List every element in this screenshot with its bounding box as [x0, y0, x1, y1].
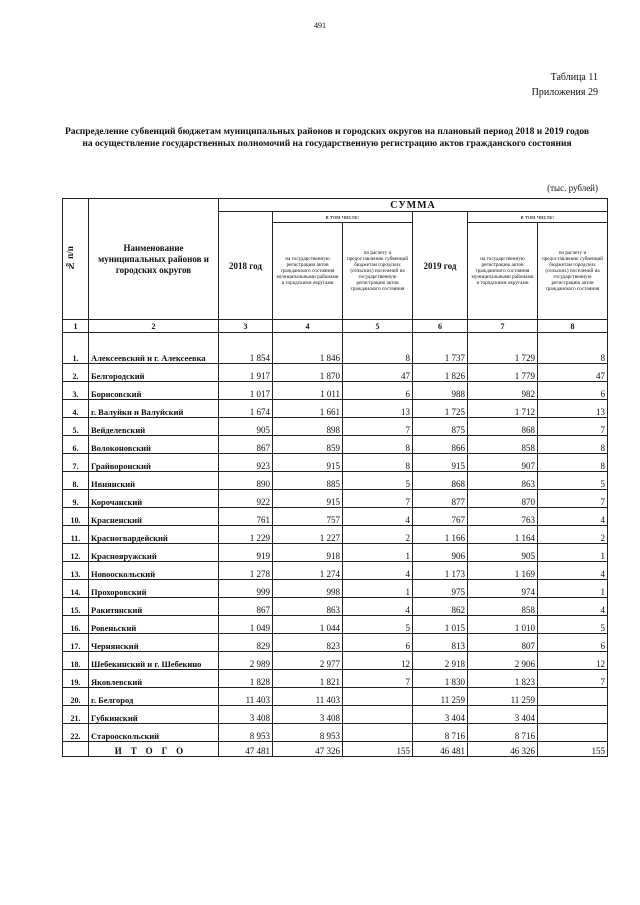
sum-2018: 922 — [219, 490, 273, 508]
calculation-2019: 7 — [538, 670, 608, 688]
subvention-table — [62, 198, 608, 757]
table-row — [63, 598, 608, 616]
sum-2019: 988 — [413, 382, 468, 400]
registration-2019: 907 — [468, 454, 538, 472]
calculation-2019: 4 — [538, 562, 608, 580]
registration-2018: 1 011 — [273, 382, 343, 400]
registration-2019: 807 — [468, 634, 538, 652]
sum-2018: 867 — [219, 436, 273, 454]
table-row — [63, 526, 608, 544]
row-number: 5. — [63, 418, 89, 436]
registration-2019: 1 729 — [468, 333, 538, 364]
table-row — [63, 472, 608, 490]
calculation-2018: 1 — [343, 544, 413, 562]
sum-2019: 1 830 — [413, 670, 468, 688]
sum-2018: 1 917 — [219, 364, 273, 382]
calculation-2019: 12 — [538, 652, 608, 670]
registration-2019: 763 — [468, 508, 538, 526]
sum-2019: 906 — [413, 544, 468, 562]
row-number: 18. — [63, 652, 89, 670]
calculation-2018: 4 — [343, 508, 413, 526]
sum-2018: 1 854 — [219, 333, 273, 364]
total-2019: 46 481 — [413, 742, 468, 757]
total-calculation-2018: 155 — [343, 742, 413, 757]
header-registration-2019: на государственную регистрацию актов гражданского состояния муниципальными районами и городскими округами — [468, 223, 538, 320]
row-number: 10. — [63, 508, 89, 526]
sum-2019: 877 — [413, 490, 468, 508]
registration-2019: 982 — [468, 382, 538, 400]
table-row — [63, 400, 608, 418]
registration-2019: 2 906 — [468, 652, 538, 670]
row-number: 12. — [63, 544, 89, 562]
sum-2018: 2 989 — [219, 652, 273, 670]
calculation-2019: 5 — [538, 472, 608, 490]
header-including-2019: в том числе: — [468, 212, 608, 223]
header-including-2018: в том числе: — [273, 212, 413, 223]
total-empty-cell — [63, 742, 89, 757]
header-calculation-2018: по расчету и предоставлению субвенций бюджетам городских (сельских) поселений на государственную регистрацию актов гражданского состояния — [343, 223, 413, 320]
table-row — [63, 724, 608, 742]
district-name: Алексеевский и г. Алексеевка — [89, 333, 219, 364]
calculation-2019: 2 — [538, 526, 608, 544]
registration-2018: 8 953 — [273, 724, 343, 742]
registration-2018: 3 408 — [273, 706, 343, 724]
calculation-2018: 2 — [343, 526, 413, 544]
sum-2019: 1 826 — [413, 364, 468, 382]
header-name: Наименование муниципальных районов и городских округов — [89, 199, 219, 320]
sum-2019: 1 015 — [413, 616, 468, 634]
registration-2018: 863 — [273, 598, 343, 616]
row-number: 7. — [63, 454, 89, 472]
registration-2018: 918 — [273, 544, 343, 562]
registration-2019: 11 259 — [468, 688, 538, 706]
calculation-2019: 7 — [538, 490, 608, 508]
column-number-row — [63, 320, 608, 333]
registration-2018: 1 044 — [273, 616, 343, 634]
registration-2019: 1 779 — [468, 364, 538, 382]
table-row — [63, 562, 608, 580]
district-name: Прохоровский — [89, 580, 219, 598]
district-name: Губкинский — [89, 706, 219, 724]
calculation-2018: 5 — [343, 616, 413, 634]
row-number: 9. — [63, 490, 89, 508]
registration-2019: 1 823 — [468, 670, 538, 688]
calculation-2018 — [343, 688, 413, 706]
table-row — [63, 364, 608, 382]
col-number: 8 — [538, 320, 608, 333]
row-number: 17. — [63, 634, 89, 652]
calculation-2019: 7 — [538, 418, 608, 436]
sum-2019: 2 918 — [413, 652, 468, 670]
registration-2019: 870 — [468, 490, 538, 508]
registration-2019: 863 — [468, 472, 538, 490]
row-number: 20. — [63, 688, 89, 706]
registration-2019: 1 712 — [468, 400, 538, 418]
calculation-2019 — [538, 724, 608, 742]
district-name: г. Белгород — [89, 688, 219, 706]
sum-2019: 1 166 — [413, 526, 468, 544]
row-number: 13. — [63, 562, 89, 580]
col-number: 5 — [343, 320, 413, 333]
calculation-2019: 6 — [538, 382, 608, 400]
calculation-2018: 7 — [343, 670, 413, 688]
table-row — [63, 454, 608, 472]
table-row — [63, 616, 608, 634]
header-2019: 2019 год — [413, 212, 468, 320]
table-row — [63, 436, 608, 454]
row-number: 11. — [63, 526, 89, 544]
district-name: Красногвардейский — [89, 526, 219, 544]
calculation-2018: 13 — [343, 400, 413, 418]
table-label: Таблица 11 — [550, 72, 598, 83]
total-label: ИТОГО — [89, 742, 219, 757]
sum-2018: 1 049 — [219, 616, 273, 634]
table-row — [63, 652, 608, 670]
district-name: Чернянский — [89, 634, 219, 652]
calculation-2018: 7 — [343, 490, 413, 508]
calculation-2018: 7 — [343, 418, 413, 436]
row-number: 3. — [63, 382, 89, 400]
sum-2019: 868 — [413, 472, 468, 490]
calculation-2018: 8 — [343, 333, 413, 364]
sum-2018: 8 953 — [219, 724, 273, 742]
row-number: 15. — [63, 598, 89, 616]
total-registration-2019: 46 326 — [468, 742, 538, 757]
calculation-2018: 6 — [343, 634, 413, 652]
sum-2019: 8 716 — [413, 724, 468, 742]
calculation-2019: 6 — [538, 634, 608, 652]
col-number: 6 — [413, 320, 468, 333]
registration-2018: 2 977 — [273, 652, 343, 670]
calculation-2018: 6 — [343, 382, 413, 400]
registration-2018: 1 274 — [273, 562, 343, 580]
table-row — [63, 490, 608, 508]
calculation-2018: 47 — [343, 364, 413, 382]
sum-2019: 975 — [413, 580, 468, 598]
total-registration-2018: 47 326 — [273, 742, 343, 757]
calculation-2019: 13 — [538, 400, 608, 418]
sum-2018: 11 403 — [219, 688, 273, 706]
district-name: Борисовский — [89, 382, 219, 400]
district-name: Старооскольский — [89, 724, 219, 742]
row-number: 14. — [63, 580, 89, 598]
district-name: Шебекинский и г. Шебекино — [89, 652, 219, 670]
table-row — [63, 508, 608, 526]
registration-2018: 11 403 — [273, 688, 343, 706]
calculation-2018: 1 — [343, 580, 413, 598]
district-name: Новооскольский — [89, 562, 219, 580]
table-row — [63, 706, 608, 724]
sum-2018: 890 — [219, 472, 273, 490]
row-number: 22. — [63, 724, 89, 742]
row-number: 1. — [63, 333, 89, 364]
registration-2019: 8 716 — [468, 724, 538, 742]
table-row — [63, 418, 608, 436]
district-name: Ровеньский — [89, 616, 219, 634]
sum-2018: 1 229 — [219, 526, 273, 544]
registration-2019: 905 — [468, 544, 538, 562]
registration-2018: 1 870 — [273, 364, 343, 382]
calculation-2018: 4 — [343, 598, 413, 616]
registration-2018: 915 — [273, 490, 343, 508]
header-2018: 2018 год — [219, 212, 273, 320]
header-summa: СУММА — [219, 199, 608, 212]
sum-2018: 905 — [219, 418, 273, 436]
table-row — [63, 670, 608, 688]
registration-2019: 868 — [468, 418, 538, 436]
registration-2019: 1 169 — [468, 562, 538, 580]
registration-2018: 859 — [273, 436, 343, 454]
calculation-2018: 4 — [343, 562, 413, 580]
calculation-2019: 1 — [538, 580, 608, 598]
registration-2019: 1 010 — [468, 616, 538, 634]
district-name: Белгородский — [89, 364, 219, 382]
sum-2019: 862 — [413, 598, 468, 616]
sum-2018: 3 408 — [219, 706, 273, 724]
col-number: 1 — [63, 320, 89, 333]
units-label: (тыс. рублей) — [547, 183, 598, 193]
calculation-2018 — [343, 706, 413, 724]
district-name: Ракитянский — [89, 598, 219, 616]
registration-2018: 1 661 — [273, 400, 343, 418]
calculation-2019: 4 — [538, 508, 608, 526]
row-number: 21. — [63, 706, 89, 724]
calculation-2019: 1 — [538, 544, 608, 562]
district-name: Краснояружский — [89, 544, 219, 562]
sum-2019: 1 737 — [413, 333, 468, 364]
registration-2018: 1 227 — [273, 526, 343, 544]
district-name: Красненский — [89, 508, 219, 526]
calculation-2018: 8 — [343, 436, 413, 454]
sum-2019: 813 — [413, 634, 468, 652]
row-number: 2. — [63, 364, 89, 382]
calculation-2019: 8 — [538, 436, 608, 454]
sum-2019: 915 — [413, 454, 468, 472]
table-row — [63, 544, 608, 562]
sum-2019: 767 — [413, 508, 468, 526]
registration-2018: 898 — [273, 418, 343, 436]
registration-2018: 1 846 — [273, 333, 343, 364]
header-num: № п/п — [63, 199, 89, 320]
row-number: 8. — [63, 472, 89, 490]
sum-2019: 866 — [413, 436, 468, 454]
sum-2018: 867 — [219, 598, 273, 616]
sum-2018: 999 — [219, 580, 273, 598]
row-number: 19. — [63, 670, 89, 688]
registration-2019: 974 — [468, 580, 538, 598]
calculation-2019: 8 — [538, 454, 608, 472]
appendix-label: Приложения 29 — [531, 87, 598, 98]
registration-2019: 858 — [468, 598, 538, 616]
total-2018: 47 481 — [219, 742, 273, 757]
table-row — [63, 634, 608, 652]
col-number: 3 — [219, 320, 273, 333]
total-row — [63, 742, 608, 757]
sum-2018: 1 278 — [219, 562, 273, 580]
calculation-2019: 47 — [538, 364, 608, 382]
header-calculation-2019: по расчету и предоставлению субвенций бюджетам городских (сельских) поселений на государственную регистрацию актов гражданского состояния — [538, 223, 608, 320]
district-name: Ивнянский — [89, 472, 219, 490]
document-title: Распределение субвенций бюджетам муниципальных районов и городских округов на плановый период 2018 и 2019 годов на осуществление государственных полномочий на государственную регистрацию актов гражданского состояния — [65, 127, 589, 149]
calculation-2018 — [343, 724, 413, 742]
sum-2019: 1 173 — [413, 562, 468, 580]
registration-2019: 1 164 — [468, 526, 538, 544]
table-row — [63, 580, 608, 598]
total-calculation-2019: 155 — [538, 742, 608, 757]
calculation-2018: 12 — [343, 652, 413, 670]
calculation-2018: 8 — [343, 454, 413, 472]
sum-2018: 1 674 — [219, 400, 273, 418]
calculation-2019 — [538, 688, 608, 706]
table-row — [63, 688, 608, 706]
calculation-2019: 8 — [538, 333, 608, 364]
calculation-2019: 5 — [538, 616, 608, 634]
calculation-2018: 5 — [343, 472, 413, 490]
registration-2018: 915 — [273, 454, 343, 472]
registration-2018: 998 — [273, 580, 343, 598]
district-name: Грайворонский — [89, 454, 219, 472]
sum-2018: 923 — [219, 454, 273, 472]
sum-2019: 1 725 — [413, 400, 468, 418]
district-name: Яковлевский — [89, 670, 219, 688]
registration-2018: 1 821 — [273, 670, 343, 688]
col-number: 7 — [468, 320, 538, 333]
sum-2019: 3 404 — [413, 706, 468, 724]
row-number: 4. — [63, 400, 89, 418]
registration-2018: 757 — [273, 508, 343, 526]
sum-2018: 1 017 — [219, 382, 273, 400]
col-number: 2 — [89, 320, 219, 333]
registration-2019: 858 — [468, 436, 538, 454]
registration-2018: 885 — [273, 472, 343, 490]
page-number: 491 — [314, 21, 326, 30]
calculation-2019 — [538, 706, 608, 724]
row-number: 6. — [63, 436, 89, 454]
district-name: г. Валуйки и Валуйский — [89, 400, 219, 418]
sum-2019: 875 — [413, 418, 468, 436]
sum-2019: 11 259 — [413, 688, 468, 706]
sum-2018: 919 — [219, 544, 273, 562]
col-number: 4 — [273, 320, 343, 333]
sum-2018: 829 — [219, 634, 273, 652]
header-registration-2018: на государственную регистрацию актов гражданского состояния муниципальными районами и городскими округами — [273, 223, 343, 320]
district-name: Волоконовский — [89, 436, 219, 454]
table-row — [63, 382, 608, 400]
sum-2018: 1 828 — [219, 670, 273, 688]
sum-2018: 761 — [219, 508, 273, 526]
row-number: 16. — [63, 616, 89, 634]
table-row — [63, 333, 608, 364]
district-name: Вейделевский — [89, 418, 219, 436]
calculation-2019: 4 — [538, 598, 608, 616]
district-name: Корочанский — [89, 490, 219, 508]
registration-2019: 3 404 — [468, 706, 538, 724]
registration-2018: 823 — [273, 634, 343, 652]
